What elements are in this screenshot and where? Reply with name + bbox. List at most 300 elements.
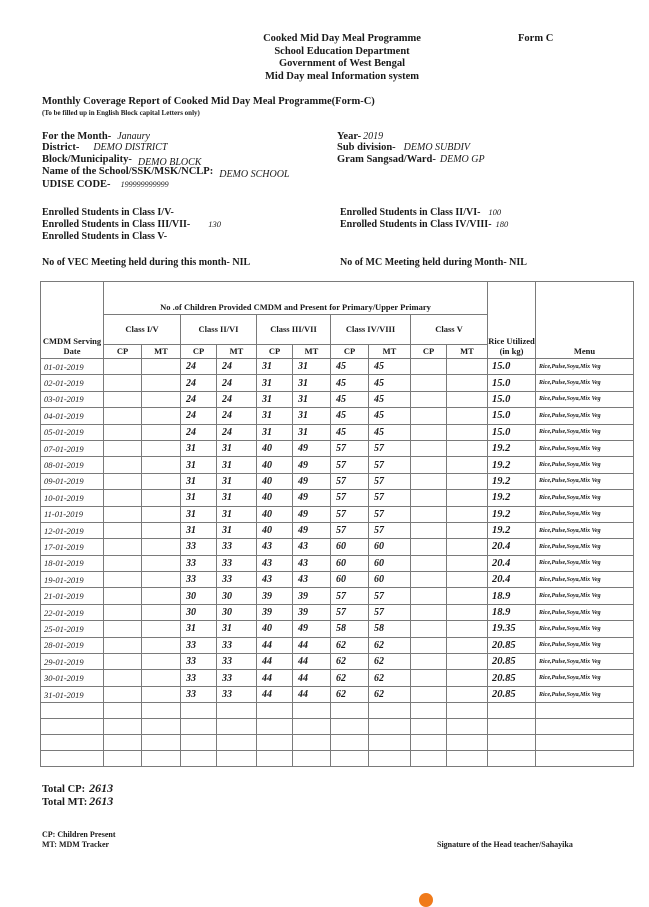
table-row	[41, 621, 634, 637]
blank-cell	[217, 719, 257, 735]
blank-cell	[293, 751, 331, 767]
coverage-table	[40, 281, 634, 767]
vec-meeting: No of VEC Meeting held during this month- NIL	[42, 257, 251, 268]
blank-cell	[181, 751, 217, 767]
count-cell-c2mt: 31	[217, 457, 257, 473]
blank-cell	[447, 751, 488, 767]
serving-date-cell: 07-01-2019	[41, 440, 104, 456]
enrolled-class-1-5	[42, 207, 180, 218]
count-cell-c5cp	[411, 637, 447, 653]
count-cell-c2mt: 30	[217, 604, 257, 620]
rice-cell: 19.35	[488, 621, 536, 637]
count-cell-c3cp: 40	[257, 490, 293, 506]
count-cell-c4mt: 57	[369, 473, 411, 489]
enrolled-class-3-7-value: 130	[208, 219, 221, 229]
count-cell-c4cp: 57	[331, 506, 369, 522]
cp-header: CP	[104, 345, 142, 359]
count-cell-c3cp: 31	[257, 408, 293, 424]
count-cell-c4mt: 57	[369, 440, 411, 456]
count-cell-c5mt	[447, 473, 488, 489]
count-cell-c2mt: 33	[217, 572, 257, 588]
year-label: Year-	[337, 131, 362, 142]
count-cell-c3mt: 44	[293, 686, 331, 702]
count-cell-c4cp: 57	[331, 522, 369, 538]
form-label: Form C	[518, 33, 554, 44]
rice-cell: 15.0	[488, 424, 536, 440]
udise-field	[42, 179, 169, 190]
month-label: For the Month-	[42, 131, 112, 142]
total-cp-value: 2613	[89, 781, 114, 795]
block-field	[42, 154, 202, 168]
rice-cell: 20.4	[488, 539, 536, 555]
mt-header: MT	[142, 345, 181, 359]
count-cell-c2mt: 24	[217, 391, 257, 407]
blank-cell	[447, 719, 488, 735]
count-cell-c3mt: 31	[293, 408, 331, 424]
count-cell-c2cp: 24	[181, 391, 217, 407]
menu-cell: Rice,Pulse,Soya,Mix Veg	[536, 440, 634, 456]
count-cell-c4mt: 62	[369, 637, 411, 653]
month-field	[42, 131, 150, 142]
table-row	[41, 391, 634, 407]
count-cell-c1mt	[142, 506, 181, 522]
count-cell-c1mt	[142, 359, 181, 375]
report-subtitle: (To be filled up in English Block capital Letters only)	[42, 109, 200, 117]
count-cell-c5mt	[447, 359, 488, 375]
rice-cell: 18.9	[488, 604, 536, 620]
group-header: No .of Children Provided CMDM and Present for Primary/Upper Primary	[104, 282, 488, 315]
count-cell-c5mt	[447, 440, 488, 456]
count-cell-c4cp: 57	[331, 457, 369, 473]
blank-cell	[536, 719, 634, 735]
count-cell-c2cp: 31	[181, 621, 217, 637]
enrolled-class-2-6-label: Enrolled Students in Class II/VI-	[340, 207, 481, 218]
count-cell-c2mt: 33	[217, 539, 257, 555]
count-cell-c1cp	[104, 654, 142, 670]
table-row	[41, 604, 634, 620]
count-cell-c2cp: 31	[181, 506, 217, 522]
count-cell-c3cp: 40	[257, 522, 293, 538]
enrolled-class-2-6	[340, 207, 501, 218]
table-row	[41, 408, 634, 424]
blank-cell	[104, 751, 142, 767]
count-cell-c1mt	[142, 621, 181, 637]
count-cell-c2cp: 33	[181, 555, 217, 571]
header-line-3: Government of West Bengal	[278, 58, 406, 69]
table-row	[41, 670, 634, 686]
count-cell-c2cp: 33	[181, 654, 217, 670]
count-cell-c4cp: 60	[331, 555, 369, 571]
count-cell-c1cp	[104, 408, 142, 424]
count-cell-c5mt	[447, 621, 488, 637]
count-cell-c3mt: 44	[293, 637, 331, 653]
blank-cell	[257, 735, 293, 751]
signature-label: Signature of the Head teacher/Sahayika	[437, 840, 573, 849]
count-cell-c5mt	[447, 670, 488, 686]
count-cell-c2mt: 30	[217, 588, 257, 604]
serving-date-cell: 17-01-2019	[41, 539, 104, 555]
count-cell-c4mt: 45	[369, 359, 411, 375]
count-cell-c1mt	[142, 473, 181, 489]
table-row	[41, 506, 634, 522]
blank-row	[41, 735, 634, 751]
blank-cell	[411, 703, 447, 719]
count-cell-c2cp: 31	[181, 473, 217, 489]
count-cell-c5cp	[411, 391, 447, 407]
count-cell-c1cp	[104, 424, 142, 440]
rice-header: Rice Utilized (in kg)	[488, 282, 536, 359]
rice-cell: 19.2	[488, 457, 536, 473]
serving-date-cell: 30-01-2019	[41, 670, 104, 686]
count-cell-c3cp: 44	[257, 686, 293, 702]
menu-cell: Rice,Pulse,Soya,Mix Veg	[536, 572, 634, 588]
rice-cell: 20.4	[488, 555, 536, 571]
header-line-2: School Education Department	[274, 45, 410, 57]
blank-cell	[488, 735, 536, 751]
count-cell-c3mt: 49	[293, 490, 331, 506]
count-cell-c5mt	[447, 391, 488, 407]
count-cell-c1mt	[142, 391, 181, 407]
blank-cell	[536, 751, 634, 767]
count-cell-c1cp	[104, 604, 142, 620]
count-cell-c2cp: 31	[181, 440, 217, 456]
serving-date-cell: 12-01-2019	[41, 522, 104, 538]
serving-date-cell: 01-01-2019	[41, 359, 104, 375]
enrolled-class-4-8	[340, 219, 508, 230]
blank-cell	[411, 751, 447, 767]
table-row	[41, 440, 634, 456]
count-cell-c3cp: 40	[257, 440, 293, 456]
blank-cell	[369, 751, 411, 767]
count-cell-c5mt	[447, 506, 488, 522]
menu-cell: Rice,Pulse,Soya,Mix Veg	[536, 604, 634, 620]
blank-cell	[104, 719, 142, 735]
header-line-4: Mid Day meal Information system	[265, 70, 419, 82]
count-cell-c5mt	[447, 522, 488, 538]
blank-cell	[257, 703, 293, 719]
blank-cell	[331, 719, 369, 735]
count-cell-c5cp	[411, 408, 447, 424]
count-cell-c2mt: 31	[217, 506, 257, 522]
count-cell-c5mt	[447, 654, 488, 670]
count-cell-c4mt: 57	[369, 588, 411, 604]
count-cell-c1mt	[142, 637, 181, 653]
count-cell-c3mt: 49	[293, 440, 331, 456]
count-cell-c1mt	[142, 654, 181, 670]
count-cell-c1cp	[104, 506, 142, 522]
menu-cell: Rice,Pulse,Soya,Mix Veg	[536, 506, 634, 522]
menu-cell: Rice,Pulse,Soya,Mix Veg	[536, 539, 634, 555]
table-row	[41, 654, 634, 670]
cp-header: CP	[411, 345, 447, 359]
count-cell-c5cp	[411, 621, 447, 637]
enrolled-class-2-6-value: 100	[488, 207, 502, 217]
report-title: Monthly Coverage Report of Cooked Mid Day Meal Programme(Form-C)	[42, 96, 375, 107]
count-cell-c4mt: 45	[369, 391, 411, 407]
count-cell-c3cp: 31	[257, 359, 293, 375]
count-cell-c1mt	[142, 408, 181, 424]
count-cell-c4mt: 57	[369, 457, 411, 473]
count-cell-c2cp: 33	[181, 572, 217, 588]
rice-cell: 19.2	[488, 440, 536, 456]
count-cell-c2cp: 33	[181, 539, 217, 555]
legend-cp: CP: Children Present	[42, 830, 116, 839]
cp-header: CP	[257, 345, 293, 359]
subdivision-label: Sub division-	[337, 142, 396, 153]
count-cell-c4cp: 57	[331, 604, 369, 620]
rice-cell: 15.0	[488, 375, 536, 391]
rice-cell: 20.85	[488, 670, 536, 686]
rice-cell: 20.85	[488, 654, 536, 670]
count-cell-c4mt: 62	[369, 654, 411, 670]
count-cell-c4mt: 62	[369, 670, 411, 686]
count-cell-c3mt: 31	[293, 391, 331, 407]
scroll-indicator-dot	[419, 893, 433, 907]
count-cell-c2mt: 31	[217, 473, 257, 489]
count-cell-c1cp	[104, 621, 142, 637]
rice-cell: 15.0	[488, 359, 536, 375]
table-row	[41, 555, 634, 571]
count-cell-c3mt: 49	[293, 473, 331, 489]
menu-cell: Rice,Pulse,Soya,Mix Veg	[536, 424, 634, 440]
blank-cell	[142, 719, 181, 735]
count-cell-c5cp	[411, 572, 447, 588]
serving-date-cell: 02-01-2019	[41, 375, 104, 391]
mt-header: MT	[293, 345, 331, 359]
count-cell-c2mt: 31	[217, 621, 257, 637]
district-label: District-	[42, 142, 80, 153]
count-cell-c3mt: 43	[293, 539, 331, 555]
count-cell-c4cp: 62	[331, 670, 369, 686]
count-cell-c5cp	[411, 506, 447, 522]
total-mt	[42, 794, 113, 809]
count-cell-c5cp	[411, 375, 447, 391]
date-header: CMDM Serving Date	[41, 282, 104, 359]
menu-cell: Rice,Pulse,Soya,Mix Veg	[536, 359, 634, 375]
count-cell-c1cp	[104, 359, 142, 375]
serving-date-cell: 18-01-2019	[41, 555, 104, 571]
serving-date-cell: 11-01-2019	[41, 506, 104, 522]
count-cell-c4mt: 60	[369, 539, 411, 555]
count-cell-c4cp: 57	[331, 440, 369, 456]
count-cell-c4mt: 45	[369, 408, 411, 424]
count-cell-c3mt: 44	[293, 670, 331, 686]
count-cell-c1cp	[104, 637, 142, 653]
count-cell-c3mt: 44	[293, 654, 331, 670]
rice-cell: 19.2	[488, 522, 536, 538]
blank-cell	[293, 703, 331, 719]
count-cell-c2cp: 33	[181, 686, 217, 702]
count-cell-c4mt: 60	[369, 572, 411, 588]
count-cell-c1cp	[104, 490, 142, 506]
count-cell-c2cp: 24	[181, 359, 217, 375]
district-field	[42, 142, 168, 153]
blank-cell	[217, 751, 257, 767]
count-cell-c4mt: 57	[369, 490, 411, 506]
blank-cell	[293, 735, 331, 751]
table-row	[41, 490, 634, 506]
count-cell-c5cp	[411, 670, 447, 686]
count-cell-c5mt	[447, 572, 488, 588]
count-cell-c2mt: 33	[217, 555, 257, 571]
count-cell-c3cp: 31	[257, 391, 293, 407]
blank-cell	[257, 719, 293, 735]
cp-header: CP	[181, 345, 217, 359]
count-cell-c2mt: 33	[217, 670, 257, 686]
count-cell-c3cp: 43	[257, 572, 293, 588]
serving-date-cell: 08-01-2019	[41, 457, 104, 473]
mt-header: MT	[447, 345, 488, 359]
blank-cell	[181, 719, 217, 735]
menu-cell: Rice,Pulse,Soya,Mix Veg	[536, 588, 634, 604]
rice-cell: 19.2	[488, 506, 536, 522]
count-cell-c4cp: 57	[331, 490, 369, 506]
blank-cell	[488, 703, 536, 719]
blank-row	[41, 719, 634, 735]
table-row	[41, 539, 634, 555]
serving-date-cell: 28-01-2019	[41, 637, 104, 653]
count-cell-c4mt: 45	[369, 424, 411, 440]
menu-cell: Rice,Pulse,Soya,Mix Veg	[536, 457, 634, 473]
year-value: 2019	[363, 131, 384, 142]
count-cell-c5cp	[411, 604, 447, 620]
count-cell-c3cp: 39	[257, 604, 293, 620]
blank-cell	[217, 703, 257, 719]
count-cell-c2cp: 31	[181, 457, 217, 473]
rice-cell: 18.9	[488, 588, 536, 604]
count-cell-c3cp: 44	[257, 654, 293, 670]
count-cell-c4mt: 57	[369, 506, 411, 522]
count-cell-c5mt	[447, 490, 488, 506]
count-cell-c3mt: 31	[293, 359, 331, 375]
count-cell-c4mt: 62	[369, 686, 411, 702]
count-cell-c3cp: 40	[257, 473, 293, 489]
table-row	[41, 588, 634, 604]
count-cell-c1mt	[142, 375, 181, 391]
count-cell-c3mt: 49	[293, 621, 331, 637]
menu-cell: Rice,Pulse,Soya,Mix Veg	[536, 490, 634, 506]
count-cell-c2mt: 33	[217, 686, 257, 702]
count-cell-c2cp: 24	[181, 424, 217, 440]
count-cell-c1cp	[104, 440, 142, 456]
blank-cell	[331, 703, 369, 719]
mt-header: MT	[369, 345, 411, 359]
count-cell-c5cp	[411, 490, 447, 506]
count-cell-c3cp: 43	[257, 539, 293, 555]
count-cell-c3mt: 31	[293, 375, 331, 391]
legend-mt: MT: MDM Tracker	[42, 840, 110, 849]
table-row	[41, 457, 634, 473]
count-cell-c3mt: 39	[293, 588, 331, 604]
count-cell-c5cp	[411, 686, 447, 702]
header-line-1: Cooked Mid Day Meal Programme	[263, 33, 421, 44]
serving-date-cell: 21-01-2019	[41, 588, 104, 604]
count-cell-c2cp: 33	[181, 637, 217, 653]
count-cell-c2mt: 24	[217, 408, 257, 424]
enrolled-class-3-7-label: Enrolled Students in Class III/VII-	[42, 219, 191, 230]
table-row	[41, 522, 634, 538]
menu-cell: Rice,Pulse,Soya,Mix Veg	[536, 686, 634, 702]
count-cell-c1mt	[142, 457, 181, 473]
count-cell-c5cp	[411, 457, 447, 473]
menu-header: Menu	[536, 282, 634, 359]
blank-cell	[257, 751, 293, 767]
count-cell-c4cp: 45	[331, 375, 369, 391]
serving-date-cell: 19-01-2019	[41, 572, 104, 588]
serving-date-cell: 03-01-2019	[41, 391, 104, 407]
menu-cell: Rice,Pulse,Soya,Mix Veg	[536, 637, 634, 653]
count-cell-c5mt	[447, 637, 488, 653]
gp-value: DEMO GP	[439, 154, 485, 165]
blank-cell	[447, 703, 488, 719]
count-cell-c5mt	[447, 408, 488, 424]
enrolled-class-5	[42, 231, 173, 242]
class-4-8-header: Class IV/VIII	[331, 315, 411, 345]
enrolled-class-4-8-value: 180	[495, 219, 509, 229]
count-cell-c4cp: 62	[331, 637, 369, 653]
count-cell-c2mt: 33	[217, 637, 257, 653]
blank-cell	[411, 719, 447, 735]
blank-cell	[488, 719, 536, 735]
count-cell-c5cp	[411, 424, 447, 440]
count-cell-c3cp: 40	[257, 457, 293, 473]
subdivision-value: DEMO SUBDIV	[403, 142, 471, 153]
rice-cell: 20.85	[488, 686, 536, 702]
count-cell-c2cp: 31	[181, 490, 217, 506]
count-cell-c4cp: 45	[331, 391, 369, 407]
serving-date-cell: 22-01-2019	[41, 604, 104, 620]
count-cell-c5mt	[447, 604, 488, 620]
count-cell-c1cp	[104, 670, 142, 686]
count-cell-c2mt: 24	[217, 375, 257, 391]
blank-cell	[104, 735, 142, 751]
count-cell-c1cp	[104, 522, 142, 538]
count-cell-c4cp: 45	[331, 408, 369, 424]
menu-cell: Rice,Pulse,Soya,Mix Veg	[536, 621, 634, 637]
blank-cell	[142, 703, 181, 719]
count-cell-c1cp	[104, 555, 142, 571]
rice-cell: 20.4	[488, 572, 536, 588]
total-mt-label: Total MT:	[42, 797, 88, 808]
serving-date-cell: 25-01-2019	[41, 621, 104, 637]
blank-row	[41, 703, 634, 719]
blank-cell	[411, 735, 447, 751]
count-cell-c4mt: 57	[369, 522, 411, 538]
count-cell-c3mt: 31	[293, 424, 331, 440]
blank-cell	[41, 751, 104, 767]
blank-cell	[41, 719, 104, 735]
blank-cell	[181, 735, 217, 751]
count-cell-c4cp: 60	[331, 572, 369, 588]
blank-cell	[488, 751, 536, 767]
serving-date-cell: 04-01-2019	[41, 408, 104, 424]
enrolled-class-1-5-label: Enrolled Students in Class I/V-	[42, 207, 174, 218]
block-value: DEMO BLOCK	[137, 157, 202, 168]
cp-header: CP	[331, 345, 369, 359]
count-cell-c5cp	[411, 440, 447, 456]
count-cell-c2cp: 30	[181, 604, 217, 620]
count-cell-c4mt: 60	[369, 555, 411, 571]
school-label: Name of the School/SSK/MSK/NCLP:	[42, 166, 214, 177]
count-cell-c1mt	[142, 555, 181, 571]
menu-cell: Rice,Pulse,Soya,Mix Veg	[536, 522, 634, 538]
count-cell-c5mt	[447, 539, 488, 555]
count-cell-c1mt	[142, 424, 181, 440]
rice-cell: 19.2	[488, 490, 536, 506]
count-cell-c3cp: 43	[257, 555, 293, 571]
blank-cell	[369, 703, 411, 719]
count-cell-c2mt: 24	[217, 359, 257, 375]
